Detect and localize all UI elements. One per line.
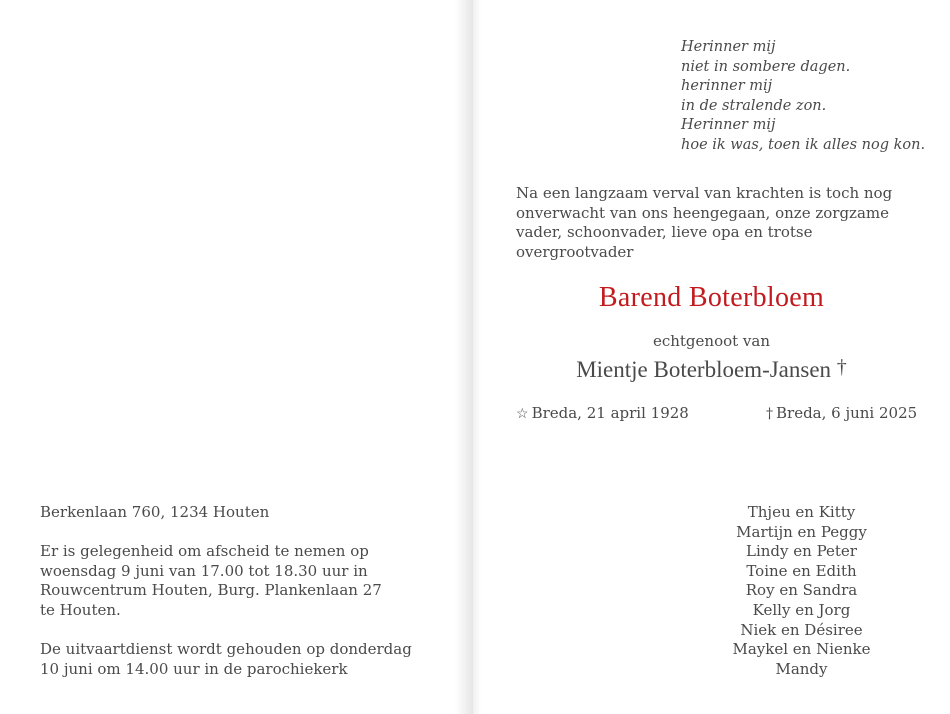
visitation-line: Rouwcentrum Houten, Burg. Plankenlaan 27	[40, 581, 382, 600]
visitation-paragraph	[40, 542, 440, 620]
service-line: 10 juni om 14.00 uur in de parochiekerk	[40, 659, 348, 678]
family-member: Mandy	[775, 659, 828, 678]
poem-line: Herinner mij	[681, 39, 776, 55]
family-member: Maykel en Nienke	[732, 640, 871, 659]
intro-line: Na een langzaam verval van krachten is toch nog	[516, 184, 893, 202]
birth-info	[516, 404, 689, 422]
family-member: Toine en Edith	[746, 561, 857, 580]
service-line: De uitvaartdienst wordt gehouden op donderdag	[40, 640, 412, 658]
family-member: Lindy en Peter	[746, 542, 857, 561]
spouse-label: echtgenoot van	[652, 332, 771, 350]
poem-line: niet in sombere dagen.	[681, 58, 851, 75]
poem	[681, 38, 925, 156]
family-member: Martijn en Peggy	[736, 522, 867, 541]
intro-line: onverwacht van ons heengegaan, onze zorgzame	[516, 203, 889, 222]
service-paragraph	[40, 640, 440, 679]
poem-line: herinner mij	[681, 78, 773, 95]
visitation-line: Er is gelegenheid om afscheid te nemen op	[40, 542, 369, 560]
poem-line: in de stralende zon.	[681, 97, 827, 114]
family-member: Thjeu en Kitty	[747, 503, 856, 521]
star-icon: ☆	[516, 406, 529, 422]
address: Berkenlaan 760, 1234 Houten	[40, 503, 270, 521]
birth-text: Breda, 21 april 1928	[531, 404, 689, 422]
spouse-name: Mientje Boterbloem-Jansen	[576, 357, 832, 382]
spouse-name-line	[473, 356, 950, 383]
family-member: Niek en Désiree	[740, 620, 863, 639]
cross-icon: †	[766, 406, 773, 422]
deceased-name: Barend Boterbloem	[598, 282, 825, 313]
intro-line: overgrootvader	[516, 242, 634, 261]
death-info	[766, 404, 917, 422]
family-member: Roy en Sandra	[745, 581, 858, 600]
page-fold-shadow	[455, 0, 473, 714]
intro-paragraph	[516, 184, 896, 262]
poem-line: hoe ik was, toen ik alles nog kon.	[681, 136, 926, 153]
death-text: Breda, 6 juni 2025	[776, 404, 918, 422]
visitation-line: woensdag 9 juni van 17.00 tot 18.30 uur in	[40, 561, 368, 580]
visitation-line: te Houten.	[40, 600, 121, 619]
family-member: Kelly en Jorg	[752, 600, 851, 619]
intro-line: vader, schoonvader, lieve opa en trotse	[516, 223, 813, 242]
poem-line: Herinner mij	[681, 117, 776, 134]
cross-icon: †	[836, 356, 847, 378]
family-list	[700, 503, 903, 679]
